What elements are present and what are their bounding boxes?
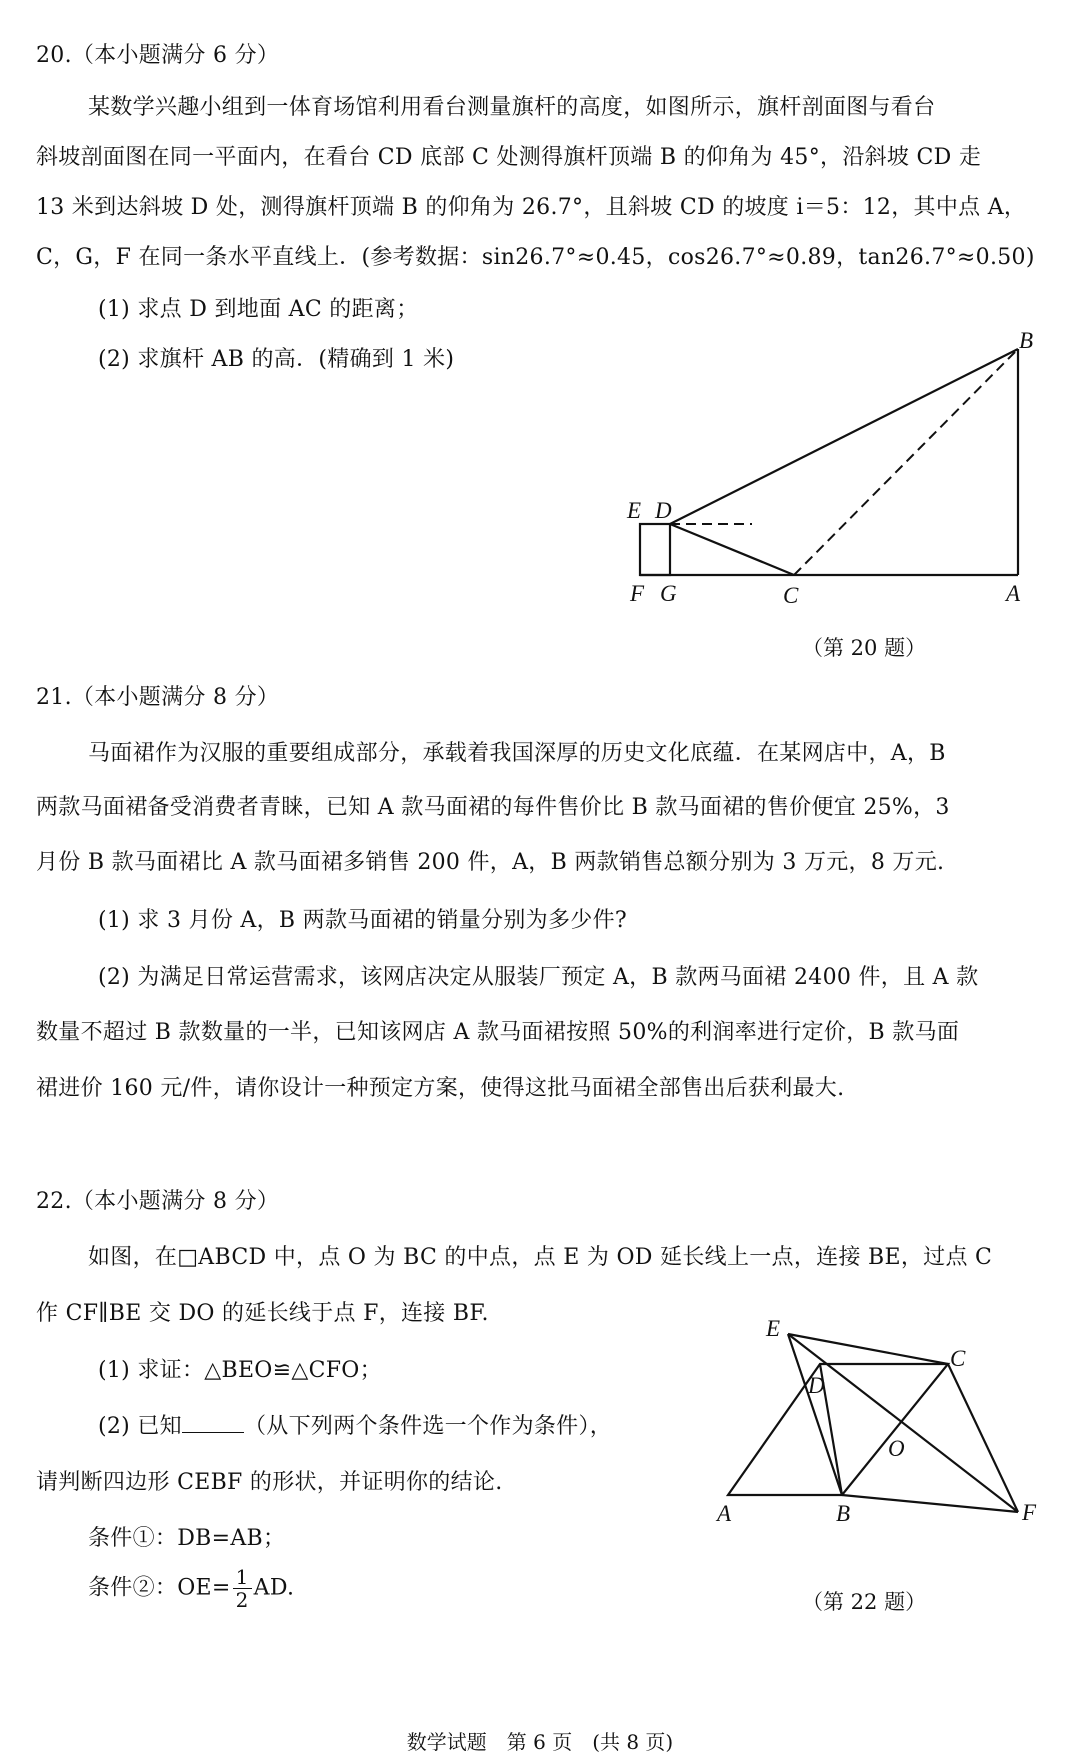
q22-cond2-suffix: AD.: [253, 1575, 295, 1601]
fraction-numerator: 1: [233, 1566, 252, 1589]
q21-part2-line: 裙进价 160 元/件，请你设计一种预定方案，使得这批马面裙全部售出后获利最大.: [36, 1076, 845, 1101]
q22-label-E: E: [766, 1316, 781, 1341]
q22-line-EB: [788, 1334, 842, 1495]
q21-part2-line: 数量不超过 B 款数量的一半，已知该网店 A 款马面裙按照 50%的利润率进行定价，B 款马面: [36, 1020, 960, 1045]
q22-condition-1: 条件①：DB=AB；: [88, 1526, 286, 1551]
q20-heading: 20.（本小题满分 6 分）: [36, 43, 280, 68]
q21-text-line: 月份 B 款马面裙比 A 款马面裙多销售 200 件，A，B 两款销售总额分别为 3 万元，8 万元.: [36, 850, 945, 875]
q20-part2: (2) 求旗杆 AB 的高．(精确到 1 米): [98, 347, 455, 372]
q22-part1: (1) 求证：△BEO≌△CFO；: [98, 1358, 382, 1383]
q22-figure-caption: （第 22 题）: [802, 1590, 927, 1614]
q20-label-B: B: [1019, 328, 1034, 353]
q22-heading: 22.（本小题满分 8 分）: [36, 1189, 280, 1214]
q20-label-C: C: [783, 583, 799, 608]
q20-label-G: G: [660, 581, 677, 606]
q20-line-DB: [670, 349, 1018, 524]
q22-figure: [0, 1300, 1080, 1540]
fraction-half: [233, 1566, 252, 1611]
q20-slope-DC: [670, 524, 794, 575]
q20-text-line: 13 米到达斜坡 D 处，测得旗杆顶端 B 的仰角为 26.7°，且斜坡 CD 的坡度 i＝5：12，其中点 A，: [36, 195, 1027, 220]
q22-text-line: 如图，在□ABCD 中，点 O 为 BC 的中点，点 E 为 OD 延长线上一点，连接 BE，过点 C: [88, 1245, 993, 1270]
q20-text-line: 某数学兴趣小组到一体育场馆利用看台测量旗杆的高度，如图所示，旗杆剖面图与看台: [88, 95, 936, 120]
q20-stand-rect: [640, 524, 670, 575]
q20-label-E: E: [627, 498, 642, 523]
q20-label-F: F: [630, 581, 645, 606]
q22-part2-line2: 请判断四边形 CEBF 的形状，并证明你的结论.: [36, 1470, 503, 1495]
q22-condition-2: [88, 1566, 294, 1611]
page-footer: 数学试题 第 6 页 (共 8 页): [406, 1730, 674, 1754]
q20-figure-caption: （第 20 题）: [802, 636, 927, 660]
q21-part2-line: (2) 为满足日常运营需求，该网店决定从服装厂预定 A，B 款两马面裙 2400 件，且 A 款: [98, 965, 979, 990]
q22-line-CF: [948, 1364, 1018, 1512]
q22-label-D: D: [808, 1373, 825, 1398]
q22-label-O: O: [888, 1436, 905, 1461]
q22-label-C: C: [950, 1346, 966, 1371]
q20-text-line: 斜坡剖面图在同一平面内，在看台 CD 底部 C 处测得旗杆顶端 B 的仰角为 45°，沿斜坡 CD 走: [36, 145, 982, 170]
q21-text-line: 马面裙作为汉服的重要组成部分，承载着我国深厚的历史文化底蕴．在某网店中，A，B: [88, 741, 946, 766]
q20-figure: [0, 0, 1080, 620]
q22-text-line: 作 CF∥BE 交 DO 的延长线于点 F，连接 BF.: [36, 1301, 489, 1326]
q22-line-EC: [788, 1334, 948, 1364]
fraction-denominator: 2: [235, 1588, 249, 1612]
q20-label-D: D: [655, 498, 672, 523]
q22-label-A: A: [717, 1501, 732, 1526]
q20-dashed-CB: [794, 349, 1018, 575]
q21-text-line: 两款马面裙备受消费者青睐，已知 A 款马面裙的每件售价比 B 款马面裙的售价便宜 25%，3: [36, 795, 950, 820]
q22-line-EF: [788, 1334, 1018, 1512]
q21-part1: (1) 求 3 月份 A，B 两款马面裙的销量分别为多少件?: [98, 908, 627, 933]
q22-part2-suffix: （从下列两个条件选一个作为条件），: [243, 1414, 613, 1439]
q22-label-F: F: [1022, 1500, 1037, 1525]
q20-label-A: A: [1006, 581, 1021, 606]
q22-cond2-prefix: 条件②：OE=: [88, 1575, 231, 1601]
q21-heading: 21.（本小题满分 8 分）: [36, 685, 280, 710]
q20-part1: (1) 求点 D 到地面 AC 的距离；: [98, 297, 419, 322]
q22-part2-prefix: (2) 已知: [98, 1414, 182, 1439]
q22-label-B: B: [836, 1501, 851, 1526]
q20-text-line: C，G，F 在同一条水平直线上．(参考数据：sin26.7°≈0.45，cos26.7°≈0.89，tan26.7°≈0.50): [36, 245, 1035, 270]
q22-line-BF: [842, 1495, 1018, 1512]
